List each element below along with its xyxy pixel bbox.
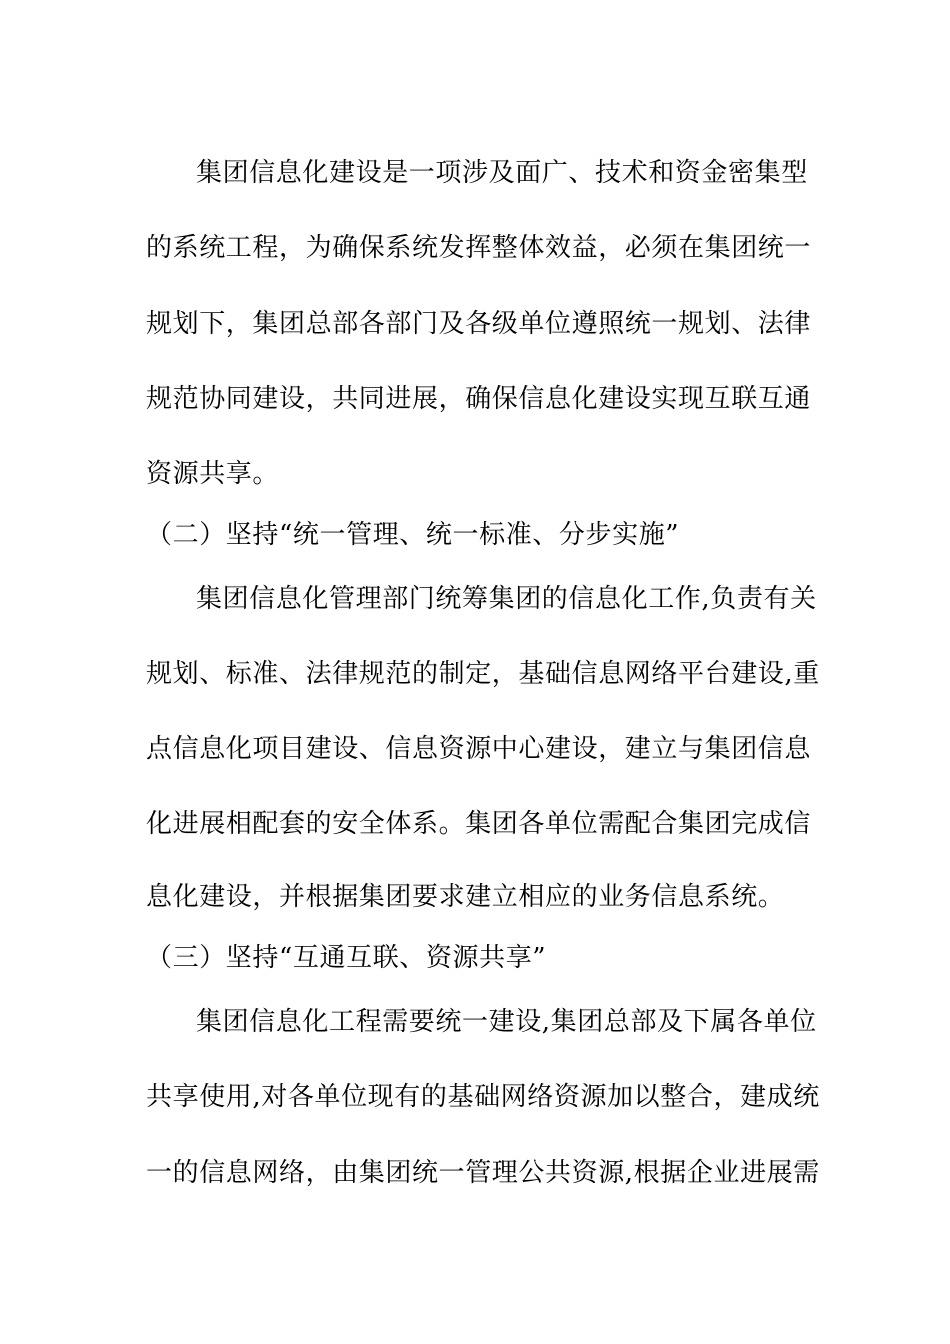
paragraph-3-line-3: 一的信息网络，由集团统一管理公共资源,根据企业进展需 — [146, 1158, 820, 1188]
paragraph-1-line-2: 的系统工程，为确保系统发挥整体效益，必须在集团统一 — [146, 233, 812, 263]
paragraph-2-line-3: 点信息化项目建设、信息资源中心建设，建立与集团信息 — [146, 734, 812, 764]
paragraph-2-line-4: 化进展相配套的安全体系。集团各单位需配合集团完成信 — [146, 809, 812, 839]
paragraph-1-line-4: 规范协同建设，共同进展，确保信息化建设实现互联互通 — [146, 384, 812, 414]
paragraph-3-line-1: 集团信息化工程需要统一建设,集团总部及下属各单位 — [196, 1007, 817, 1037]
paragraph-1-line-1: 集团信息化建设是一项涉及面广、技术和资金密集型 — [196, 158, 808, 188]
paragraph-2-line-5: 息化建设，并根据集团要求建立相应的业务信息系统。 — [146, 882, 785, 912]
paragraph-2-line-2: 规划、标准、法律规范的制定，基础信息网络平台建设,重 — [146, 659, 820, 689]
paragraph-1-line-5: 资源共享。 — [146, 459, 280, 489]
paragraph-2-line-1: 集团信息化管理部门统筹集团的信息化工作,负责有关 — [196, 584, 817, 614]
section-heading-2: （二）坚持“统一管理、统一标准、分步实施” — [146, 520, 680, 550]
paragraph-3-line-2: 共享使用,对各单位现有的基础网络资源加以整合，建成统 — [146, 1082, 820, 1112]
paragraph-1-line-3: 规划下，集团总部各部门及各级单位遵照统一规划、法律 — [146, 309, 812, 339]
section-heading-3: （三）坚持“互通互联、资源共享” — [146, 943, 547, 973]
